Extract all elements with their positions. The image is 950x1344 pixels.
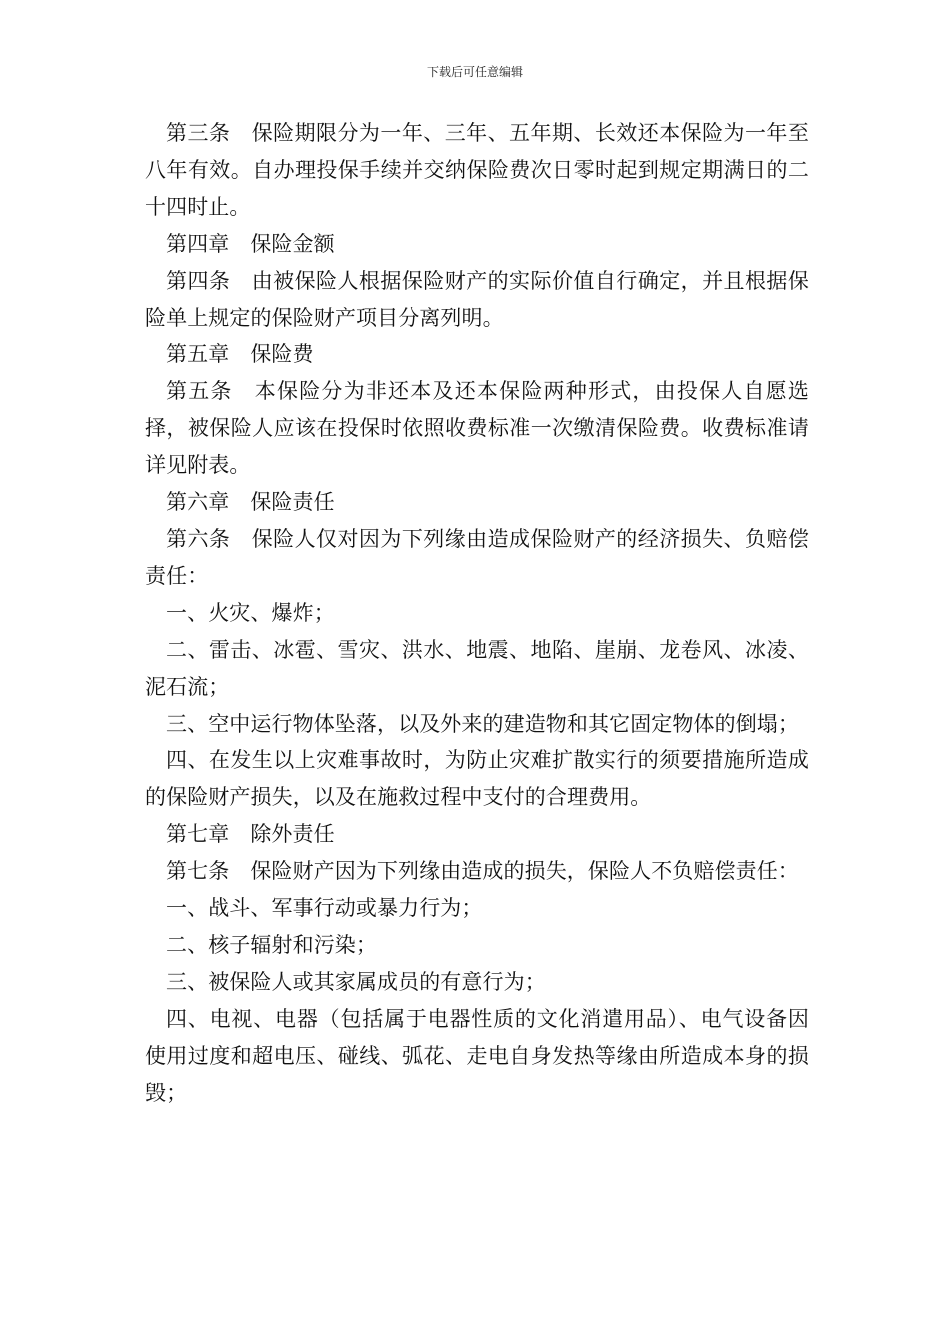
article-6 xyxy=(145,521,809,595)
article-3 xyxy=(145,115,809,226)
chapter-title: 保险费 xyxy=(250,342,314,367)
list-item: 一、战斗、军事行动或暴力行为； xyxy=(166,896,483,921)
chapter-6-heading xyxy=(145,484,809,521)
article-7 xyxy=(145,853,809,890)
list-item: 三、空中运行物体坠落，以及外来的建造物和其它固定物体的倒塌； xyxy=(166,711,799,736)
article-text: 保险期限分为一年、三年、五年期、长效还本保险为一年至八年有效。自办理投保手续并交纳保险费次日零时起到规定期满日的二十四时止。 xyxy=(145,121,809,219)
article-4 xyxy=(145,263,809,337)
article-label: 第三条 xyxy=(166,121,231,145)
chapter-label: 第六章 xyxy=(166,490,230,515)
list-item: 三、被保险人或其家属成员的有意行为； xyxy=(166,969,546,994)
chapter-label: 第四章 xyxy=(166,231,230,256)
article-text: 本保险分为非还本及还本保险两种形式，由投保人自愿选择，被保险人应该在投保时依照收费标准一次缴清保险费。收费标准请详见附表。 xyxy=(145,379,809,478)
page-header: 下载后可任意编辑 xyxy=(426,65,523,79)
article-text: 保险人仅对因为下列缘由造成保险财产的经济损失、负赔偿责任： xyxy=(145,526,809,588)
article-label: 第七条 xyxy=(166,859,230,884)
chapter-7-heading xyxy=(145,816,809,853)
list-item: 二、核子辐射和污染； xyxy=(166,932,377,957)
chapter-4-heading xyxy=(145,226,809,263)
article-text: 由被保险人根据保险财产的实际价值自行确定，并且根据保险单上规定的保险财产项目分离列明。 xyxy=(145,268,809,330)
chapter-title: 除外责任 xyxy=(250,822,335,847)
chapter-5-heading xyxy=(145,336,809,373)
article-text: 保险财产因为下列缘由造成的损失，保险人不负赔偿责任： xyxy=(250,859,799,884)
chapter-label: 第五章 xyxy=(166,342,230,367)
list-item: 四、电视、电器（包括属于电器性质的文化消遣用品）、电气设备因使用过度和超电压、碰线、弧花、走电自身发热等缘由所造成本身的损毁； xyxy=(145,1006,809,1105)
list-item: 二、雷击、冰雹、雪灾、洪水、地震、地陷、崖崩、龙卷风、冰凌、泥石流； xyxy=(145,637,809,699)
article-label: 第四条 xyxy=(166,268,231,293)
article-label: 第五条 xyxy=(166,379,233,404)
list-item: 四、在发生以上灾难事故时，为防止灾难扩散实行的须要措施所造成的保险财产损失，以及在施救过程中支付的合理费用。 xyxy=(145,748,809,810)
list-item: 一、火灾、爆炸； xyxy=(166,600,335,625)
document-body xyxy=(145,115,809,1111)
chapter-title: 保险金额 xyxy=(250,231,335,256)
chapter-label: 第七章 xyxy=(166,822,230,847)
article-label: 第六条 xyxy=(166,526,231,551)
article-5 xyxy=(145,373,809,484)
chapter-title: 保险责任 xyxy=(250,490,335,515)
